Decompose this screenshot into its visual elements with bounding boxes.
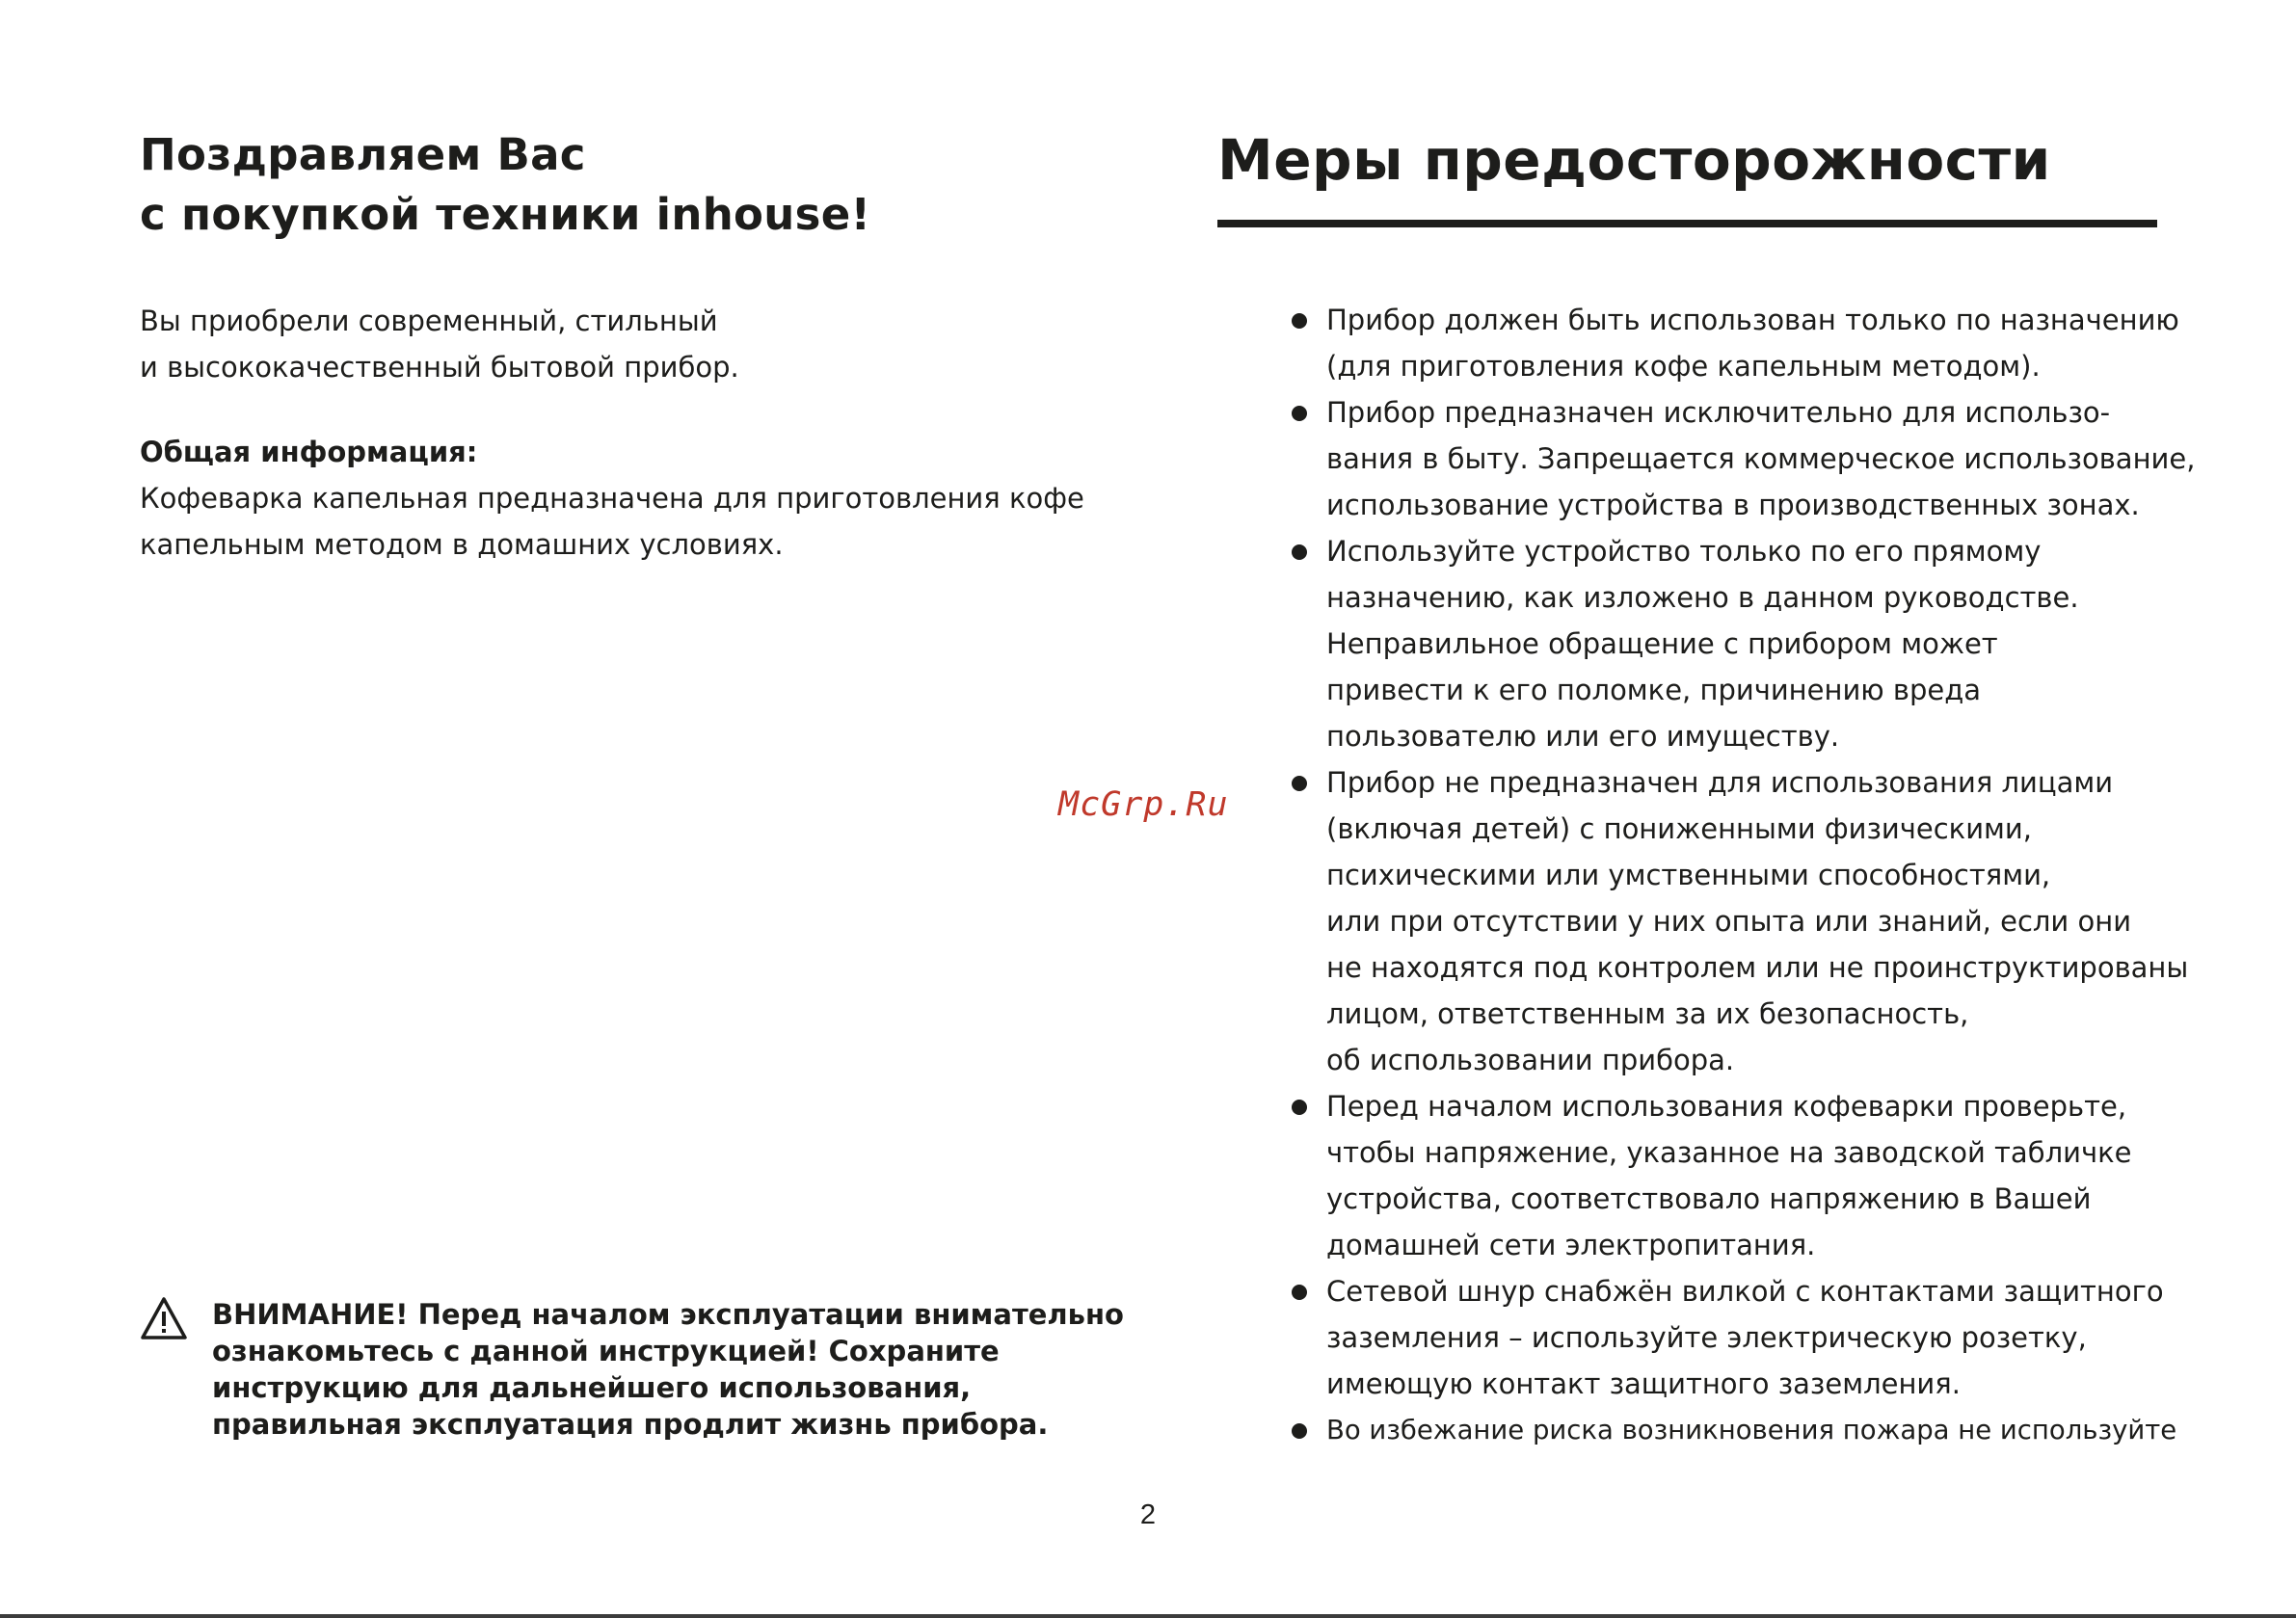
- left-column: [140, 125, 1161, 568]
- precaution-line: привести к его поломке, причинению вреда: [1326, 674, 1982, 706]
- precautions-title: Меры предосторожности: [1217, 127, 2051, 193]
- warning-text: [212, 1296, 1124, 1443]
- bullet-dot-icon: [1292, 1100, 1307, 1115]
- precaution-line: Перед началом использования кофеварки проверьте,: [1326, 1090, 2127, 1123]
- greeting-title-line: с покупкой техники inhouse!: [140, 189, 871, 240]
- bullet-dot-icon: [1292, 1423, 1307, 1439]
- precaution-item: [1217, 1407, 2177, 1453]
- precaution-line: (включая детей) с пониженными физическими,: [1326, 812, 2032, 845]
- precaution-item: [1217, 1083, 2157, 1268]
- title-divider: [1217, 220, 2157, 227]
- precaution-line: не находятся под контролем или не проинструктированы: [1326, 951, 2189, 984]
- warning-triangle-icon: [140, 1296, 188, 1340]
- intro-line: Вы приобрели современный, стильный: [140, 305, 718, 337]
- precaution-item: [1217, 389, 2196, 528]
- precaution-line: назначению, как изложено в данном руководстве.: [1326, 581, 2079, 614]
- right-column: [1217, 125, 2196, 1446]
- greeting-title: [140, 125, 1161, 245]
- precaution-line: имеющую контакт защитного заземления.: [1326, 1367, 1961, 1400]
- warning-line: ознакомьтесь с данной инструкцией! Сохраните: [212, 1335, 1000, 1367]
- warning-line: инструкцию для дальнейшего использования,: [212, 1371, 972, 1404]
- general-info-heading: Общая информация:: [140, 436, 478, 468]
- general-info-line: капельным методом в домашних условиях.: [140, 528, 784, 561]
- bottom-divider: [0, 1614, 2296, 1618]
- intro-line: и высококачественный бытовой прибор.: [140, 351, 739, 384]
- precaution-item: [1217, 297, 2179, 389]
- precaution-line: или при отсутствии у них опыта или знаний, если они: [1326, 905, 2132, 938]
- bullet-dot-icon: [1292, 776, 1307, 791]
- watermark: McGrp.Ru: [1058, 785, 1229, 824]
- bullet-dot-icon: [1292, 1285, 1307, 1300]
- page-number: 2: [1139, 1499, 1157, 1530]
- precaution-line: использование устройства в производственных зонах.: [1326, 489, 2140, 521]
- bullet-dot-icon: [1292, 406, 1307, 421]
- precaution-line: устройства, соответствовало напряжению в Вашей: [1326, 1182, 2092, 1215]
- precautions-list: [1217, 297, 2196, 1453]
- precaution-item: [1217, 1268, 2164, 1407]
- precaution-item: [1217, 528, 2157, 759]
- precaution-line: Неправильное обращение с прибором может: [1326, 627, 1998, 660]
- precaution-line: домашней сети электропитания.: [1326, 1229, 1816, 1261]
- general-info-text: [140, 475, 1161, 568]
- warning-line: правильная эксплуатация продлит жизнь прибора.: [212, 1408, 1049, 1441]
- precaution-line: Прибор не предназначен для использования лицами: [1326, 766, 2114, 799]
- intro-text: [140, 298, 1161, 390]
- bullet-dot-icon: [1292, 544, 1307, 560]
- precaution-line: вания в быту. Запрещается коммерческое использование,: [1326, 442, 2196, 475]
- general-info-line: Кофеварка капельная предназначена для приготовления кофе: [140, 482, 1084, 515]
- precaution-line: заземления – используйте электрическую розетку,: [1326, 1321, 2087, 1354]
- precaution-line: Прибор должен быть использован только по назначению: [1326, 304, 2179, 336]
- precaution-line: психическими или умственными способностями,: [1326, 859, 2051, 891]
- warning-line: ВНИМАНИЕ! Перед началом эксплуатации внимательно: [212, 1298, 1124, 1331]
- precaution-line: чтобы напряжение, указанное на заводской табличке: [1326, 1136, 2132, 1169]
- precaution-line: об использовании прибора.: [1326, 1044, 1735, 1076]
- precaution-line: пользователю или его имуществу.: [1326, 720, 1840, 753]
- precaution-item: [1217, 759, 2189, 1083]
- precaution-line: Прибор предназначен исключительно для использо-: [1326, 396, 2111, 429]
- precaution-line: Используйте устройство только по его прямому: [1326, 535, 2042, 568]
- precaution-line: Сетевой шнур снабжён вилкой с контактами защитного: [1326, 1275, 2164, 1308]
- bullet-dot-icon: [1292, 313, 1307, 329]
- precaution-line: (для приготовления кофе капельным методом).: [1326, 350, 2041, 383]
- precaution-line: Во избежание риска возникновения пожара не используйте: [1326, 1415, 2177, 1446]
- greeting-title-line: Поздравляем Вас: [140, 129, 586, 180]
- precaution-line: лицом, ответственным за их безопасность,: [1326, 997, 1969, 1030]
